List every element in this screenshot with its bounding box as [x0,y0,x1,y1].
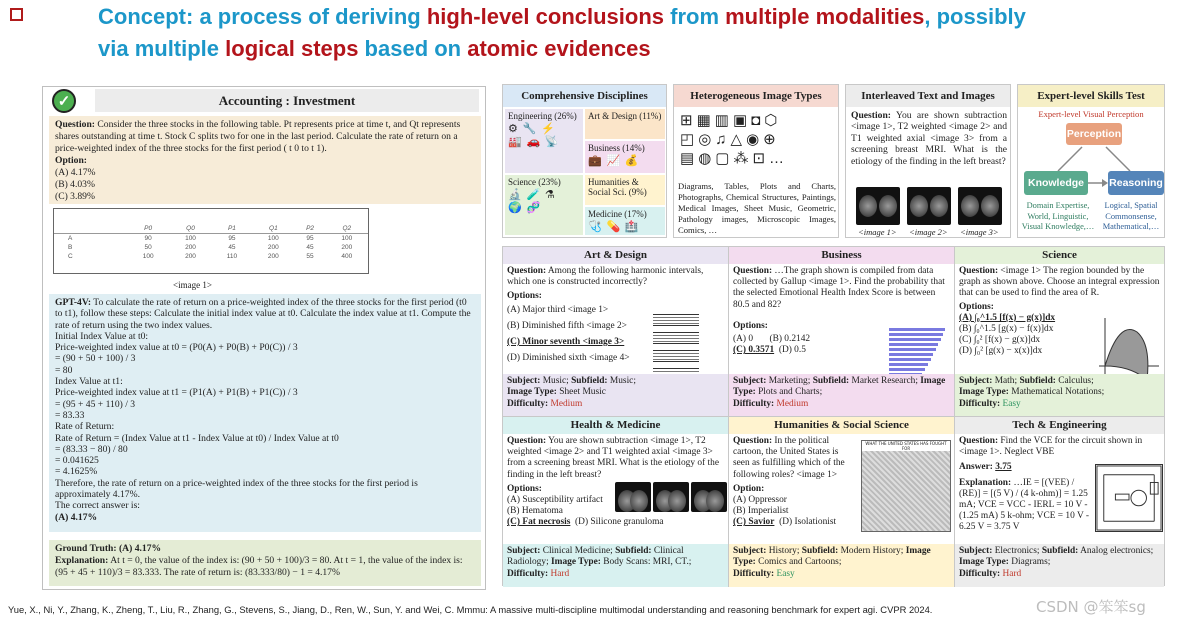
business-body: Question: …The graph shown is compiled from data collected by Gallup <image 1>. Find the probability that the selected Emotional Health Index Score is between 80.5 and 82? Options: (A) 0 (B) 0.2142 (C) 0.3571 (D) 0.5 [729,264,954,374]
health-option-c: (C) Fat necrosis [507,517,571,528]
chart-bar [889,328,945,331]
business-icons: 💼 📈 💰 [588,155,640,167]
image-types-text: Diagrams, Tables, Plots and Charts, Photographs, Chemical Structures, Paintings, Medical Images, Sheet Music, Geometric, Pathology images, Microscopic Images, Comics, … [678,181,836,235]
skills-arrows [1018,145,1165,173]
chart-bar [889,353,933,356]
question-text: Question: Consider the three stocks in the following table. Pt represents price at time t, and Qt represents shares outstanding at time t. Stock C splits two for one in the last period. Calculate the rate of return on a price-weighted index of the three stocks for the first period ( t 0 to t 1). [55,119,461,154]
business-option-d: (D) 0.5 [778,345,806,356]
image-type-icons [680,111,834,168]
health-mri-3 [691,482,727,512]
more-icon: … [769,150,789,167]
table-header-cell: P1 [212,224,252,234]
gpt-line: Initial Index Value at t0: [55,330,149,342]
gpt-line: The correct answer is: [55,500,140,512]
table-header-cell: Q0 [169,224,211,234]
network-icon: ⁂ [733,150,753,167]
art-design-cell [503,247,729,417]
table-row: C 100 200 110 200 55 400 [68,253,353,260]
reasoning-pill: Reasoning [1108,171,1164,195]
gpt-line: Index Value at t1: [55,376,123,388]
health-body: Question: You are shown subtraction <image 1>, T2 weighted <image 2> and T1 weighted axial <image 3> from a screening breast MRI. What is the etiology of the finding in the left breast? Options: (A) Susceptibility artifact (B) Hematoma (C) Fat necrosis (D) Silicone granuloma [503,434,728,544]
art-option-d: (D) Diminished sixth <image 4> [507,353,630,364]
science-option-a: (A) ∫₀^1.5 [f(x) − g(x)]dx [959,312,1056,323]
region-r [1105,330,1148,380]
science-question: Question: <image 1> The region bounded by the graph as shown above. Choose an integral expression that can be used to find the area of R. [959,266,1160,299]
science-meta: Subject: Math; Subfield: Calculus; Image Type: Mathematical Notations; Difficulty: Easy [955,374,1164,417]
art-meta: Subject: Music; Subfield: Music; Image Type: Sheet Music Difficulty: Medium [503,374,728,417]
tech-answer: 3.75 [995,462,1012,473]
arrow-perception-knowledge [1058,147,1082,171]
gpt-line: = 80 [55,364,73,376]
perception-pill: Perception [1066,123,1122,145]
geometry-icon: △ [730,131,747,148]
table-header-row [54,224,368,234]
table-row: B 50 200 45 200 45 200 [68,244,353,251]
interleaved-header: Interleaved Text and Images [846,85,1010,107]
skills-card [1017,84,1165,238]
humanities-cell [729,417,955,587]
science-option-b: (B) ∫₀^1.5 [g(x) − f(x)]dx [959,324,1054,335]
gpt-line: = 0.041625 [55,455,99,467]
health-mri-1 [615,482,651,512]
table-row: A 90 100 95 100 95 100 [68,235,353,242]
arrow-knowledge-reasoning [1088,177,1108,189]
political-cartoon-image [861,440,951,532]
interleaved-card [845,84,1011,238]
tech-meta: Subject: Electronics; Subfield: Analog electronics; Image Type: Diagrams; Difficulty: Hard [955,544,1164,587]
engineering-icons: ⚙ 🔧 ⚡ 🏭 🚗 📡 [508,123,560,148]
chart-bar [889,368,925,371]
table-header-cell: P0 [127,224,169,234]
sheet-music-1 [653,314,699,326]
stock-table [54,224,368,261]
ground-truth-explanation: Explanation: At t = 0, the value of the index is: (90 + 50 + 100)/3 = 80. At t = 1, the value of the index is: (95 + 45 + 110)/3 = 83.333. The rate of return is: (83.333/80) − 1 = 4.17% [55,555,463,578]
health-mri-2 [653,482,689,512]
mri-caption-3: <image 3> [960,227,999,237]
discipline-business: Business (14%) 💼 📈 💰 [585,141,665,173]
humanities-header: Humanities & Social Science [729,417,954,434]
business-option-a: (A) 0 [733,334,754,345]
option-b: (B) 4.03% [55,179,95,190]
painting-icon: ◰ [680,131,699,148]
mri-image-1 [856,187,900,225]
humanities-option-a: (A) Oppressor [733,495,787,506]
arrow-perception-reasoning [1106,147,1130,171]
check-circle-icon: ✓ [52,89,76,113]
art-question: Question: Among the following harmonic intervals, which one is constructed incorrectly? [507,266,704,288]
chart-bar [889,343,938,346]
discipline-science: Science (23%) 🔬 🧪 ⚗ 🌍 🧬 [505,175,583,235]
option-a: (A) 4.17% [55,167,96,178]
map-icon: ▤ [680,150,699,167]
table-header-cell: P2 [295,224,326,234]
tech-body: Question: Find the VCE for the circuit shown in <image 1>. Neglect VBE Answer: 3.75 Explanation: …IE = [(VEE) / (RE)] = [(5 V) / (4 k-ohm)] = 1.25 mA; VCE = VCC - IERL = 10 V - (1.25 mA) 5 k-ohm; VCE = 10 V - 6.25 V = 3.75 V [955,434,1164,544]
chart-bar [889,338,941,341]
humanities-option-c: (C) Savior [733,517,775,528]
table-header-cell: Q1 [252,224,294,234]
molecule-icon: ⬡ [764,112,782,129]
option-label: Option: [55,155,87,166]
art-option-b: (B) Diminished fifth <image 2> [507,320,627,331]
art-design-header: Art & Design [503,247,728,264]
science-option-d: (D) ∫₀² [g(x) − x(x)]dx [959,346,1043,357]
ground-truth-label: Ground Truth: (A) 4.17% [55,543,162,554]
health-question: Question: You are shown subtraction <image 1>, T2 weighted <image 2> and T1 weighted axial <image 3> from a screening breast MRI. What is the etiology of the finding in the left breast? [507,436,720,480]
gpt-line: = 4.1625% [55,466,98,478]
art-option-a: (A) Major third <image 1> [507,304,609,315]
gpt-final-answer: (A) 4.17% [55,511,98,523]
skills-header: Expert-level Skills Test [1018,85,1164,107]
science-body: Question: <image 1> The region bounded by the graph as shown above. Choose an integral expression that can be used to find the area of R. Options: (A) ∫₀^1.5 [f(x) − g(x)]dx (B) ∫₀^1.5 [g(x) − f(x)]dx (C) ∫₀² [f(x) − g(x)]dx (D) ∫₀² [g(x) − x(x)]dx [955,264,1164,374]
diagram-icon: ⊞ [680,112,697,129]
humanities-meta: Subject: History; Subfield: Modern History; Image Type: Comics and Cartoons; Difficulty: Easy [729,544,954,587]
disciplines-card [502,84,667,238]
tech-header: Tech & Engineering [955,417,1164,434]
circuit-icon: ⊡ [752,150,770,167]
example-header: Accounting : Investment [95,89,479,112]
discipline-humanities: Humanities & Social Sci. (9%) [585,175,665,205]
business-meta: Subject: Marketing; Subfield: Market Research; Image Type: Plots and Charts; Difficulty: Medium [729,374,954,417]
health-option-a: (A) Susceptibility artifact [507,495,603,506]
mri-image-3 [958,187,1002,225]
health-meta: Subject: Clinical Medicine; Subfield: Clinical Radiology; Image Type: Body Scans: MRI, CT.; Difficulty: Hard [503,544,728,587]
science-header: Science [955,247,1164,264]
chart-bar [889,358,931,361]
brain-icon: ◍ [698,150,716,167]
cartoon-title: WHAT THE UNITED STATES HAS FOUGHT FOR [862,441,950,451]
gpt-line: = (90 + 50 + 100) / 3 [55,353,136,365]
watermark: CSDN @笨笨sg [1036,598,1146,616]
ground-truth-box [49,540,481,586]
art-option-c: (C) Minor seventh <image 3> [507,337,625,348]
question-box [49,116,481,204]
checkbox-icon [10,8,23,21]
sheet-music-3 [653,350,699,362]
business-cell [729,247,955,417]
business-header: Business [729,247,954,264]
art-design-body: Question: Among the following harmonic intervals, which one is constructed incorrectly? Options: (A) Major third <image 1> (B) Diminished fifth <image 2> (C) Minor seventh <image 3> (D) Diminished sixth <image 4> [503,264,728,374]
image-types-card [673,84,839,238]
table-header-cell [54,224,127,234]
health-medicine-cell [503,417,729,587]
gpt-line: = 83.33 [55,409,85,421]
discipline-art: Art & Design (11%) [585,109,665,139]
chart-bar [889,333,943,336]
gpt-line: Therefore, the rate of return on a price-weighted index of the three stocks for the first period is approximately 4.17%. [55,477,418,501]
health-option-b: (B) Hematoma [507,506,563,517]
camera-icon: ◘ [751,112,765,129]
discipline-medicine: Medicine (17%) 🩺 💊 🏥 [585,207,665,235]
image-types-header: Heterogeneous Image Types [674,85,838,107]
circuit-diagram [1095,464,1163,532]
interleaved-question: Question: You are shown subtraction <image 1>, T2 weighted <image 2> and T1 weighted axial <image 3> from a screening breast MRI. What is the etiology of the finding in the left breast? [851,110,1007,167]
examples-grid [502,246,1165,586]
chart-icon: ▥ [714,112,733,129]
mri-image-2 [907,187,951,225]
slide-title [0,0,1190,72]
gpt-line: Price-weighted index value at t1 = (P1(A) + P1(B) + P1(C)) / 3 [55,387,298,399]
image-1-caption: <image 1> [173,280,212,290]
humanities-option-d: (D) Isolationist [779,517,837,528]
title-line-1: Concept: a process of deriving high-level conclusions from multiple modalities, possibly [98,4,1026,29]
sheet-music-icon: ♫ [715,131,731,148]
mri-caption-2: <image 2> [909,227,948,237]
science-cell [955,247,1164,417]
accounting-example-panel [42,86,486,590]
table-header-cell: Q2 [326,224,368,234]
pathology-icon: ◉ [746,131,764,148]
stock-table-image [53,208,369,274]
gpt-line: = (83.33 − 80) / 80 [55,443,128,455]
humanities-question: Question: In the political cartoon, the United States is seen as fulfilling which of the following roles? <image 1> [733,436,845,480]
chart-bar [889,363,928,366]
gpt-line: Price-weighted index value at t0 = (P0(A) + P0(B) + P0(C)) / 3 [55,342,298,354]
gpt-line: Rate of Return = (Index Value at t1 - Index Value at t0) / Index Value at t0 [55,432,339,444]
mri-caption-1: <image 1> [858,227,897,237]
citation-footer: Yue, X., Ni, Y., Zhang, K., Zheng, T., Liu, R., Zhang, G., Stevens, S., Jiang, D., Ren, W., Sun, Y. and Wei, C. Mmmu: A massive multi-discipline multimodal understanding and reasoning benchmark for expert agi. CVPR 2024. [8,604,933,615]
title-line-2: via multiple logical steps based on atomic evidences [98,36,651,61]
business-option-c: (C) 0.3571 [733,345,775,356]
medical-image-icon: ◎ [698,131,716,148]
microscope-icon: ⊕ [763,131,780,148]
science-icons: 🔬 🧪 ⚗ 🌍 🧬 [508,189,556,214]
tech-engineering-cell [955,417,1164,587]
gpt4v-answer-box [49,294,481,532]
photo-icon: ▣ [732,112,752,129]
medicine-icons: 🩺 💊 🏥 [588,221,640,233]
health-header: Health & Medicine [503,417,728,434]
business-option-b: (B) 0.2142 [769,334,811,345]
comic-icon: ▢ [715,150,734,167]
knowledge-text: Domain Expertise, World, Linguistic, Visual Knowledge,… [1021,201,1095,231]
table-icon: ▦ [696,112,715,129]
humanities-option-b: (B) Imperialist [733,506,789,517]
business-question: Question: …The graph shown is compiled from data collected by Gallup <image 1>. Find the probability that the selected Emotional Health Index Score is between 80.5 and 82? [733,266,945,310]
health-option-d: (D) Silicone granuloma [575,517,664,528]
sheet-music-2 [653,332,699,344]
knowledge-pill: Knowledge [1024,171,1088,195]
gpt-intro: GPT-4V: To calculate the rate of return on a price-weighted index of the three stocks for the first period (t0 to t1), follow these steps: Calculate the initial index value at t0. Calculate the index value at t1. Compute the rate of return using the two index values. [55,297,471,331]
tech-explanation: Explanation: …IE = [(VEE) / (RE)] = [(5 V) / (4 k-ohm)] = 1.25 mA; VCE = VCC - IERL = 10 V - (1.25 mA) 5 k-ohm; VCE = 10 V - 6.25 V = 3.75 V [959,477,1090,533]
chart-bar [889,348,936,351]
skills-subtitle: Expert-level Visual Perception [1038,109,1144,119]
discipline-engineering: Engineering (26%) ⚙ 🔧 ⚡ 🏭 🚗 📡 [505,109,583,173]
tech-question: Question: Find the VCE for the circuit shown in <image 1>. Neglect VBE [959,436,1143,458]
science-option-c: (C) ∫₀² [f(x) − g(x)]dx [959,335,1041,346]
reasoning-text: Logical, Spatial Commonsense, Mathematical,… [1102,201,1160,231]
disciplines-header: Comprehensive Disciplines [503,85,666,107]
option-c: (C) 3.89% [55,191,95,202]
humanities-body: Question: In the political cartoon, the United States is seen as fulfilling which of the following roles? <image 1> Option: (A) Oppressor (B) Imperialist (C) Savior (D) Isolationist WHAT THE UNITED STATES HAS FOUGHT FOR [729,434,954,544]
gpt-line: Rate of Return: [55,421,115,433]
gpt-line: = (95 + 45 + 110) / 3 [55,398,136,410]
